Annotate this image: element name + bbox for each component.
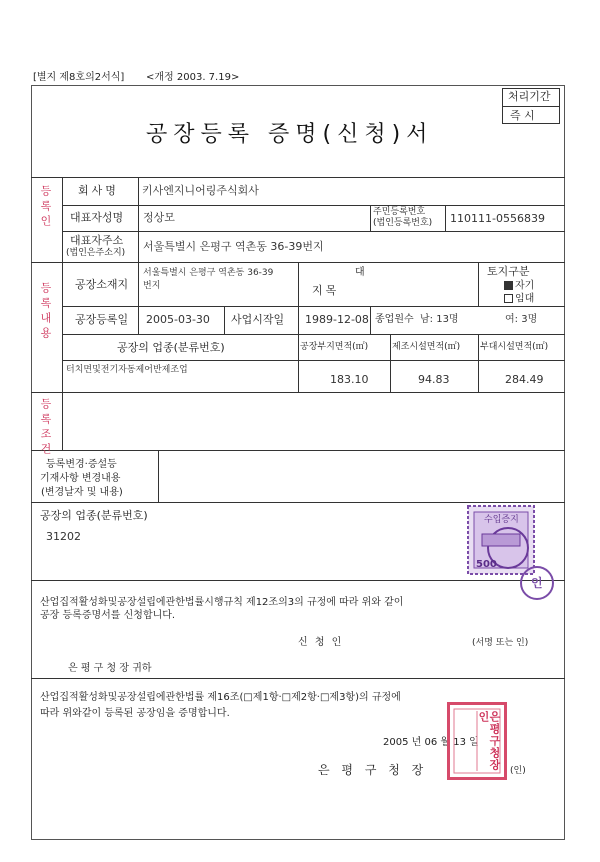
registration-date-label: 공장등록일: [75, 313, 129, 326]
registration-date-value: 2005-03-30: [146, 313, 210, 326]
revision-date: <개정 2003. 7.19>: [146, 72, 240, 83]
employees-label: 종업원수: [375, 314, 414, 325]
company-name-value: 키사엔지니어링주식회사: [142, 184, 259, 197]
site-area-header: 공장부지면적(㎡): [300, 342, 369, 352]
industry-code-label: 공장의 업종(분류번호): [40, 509, 148, 522]
section-registrant: 등록인: [39, 185, 52, 230]
issuer-seal-label: (인): [510, 766, 526, 776]
factory-location-line2: 번지: [143, 281, 161, 291]
representative-address-value: 서울특별시 은평구 역촌동 36-39번지: [143, 240, 324, 253]
industry-value: 터치면및전기자동제어반제조업: [66, 365, 188, 375]
land-category-value: 대: [355, 267, 365, 278]
form-code: [별지 제8호의2서식]: [33, 72, 125, 83]
business-start-label: 사업시작일: [231, 313, 285, 326]
ownership-owned[interactable]: 자기: [504, 281, 534, 292]
ownership-leased[interactable]: 임대: [504, 294, 534, 305]
employees-male: 남: 13명: [420, 314, 459, 325]
applicant-label: 신 청 인: [298, 637, 344, 648]
change-note-line2: 기재사항 변경내용: [40, 473, 121, 484]
revenue-stamp: [466, 504, 536, 576]
section-registration-details: 등록내용: [39, 282, 52, 342]
stamp-seal: [520, 566, 554, 600]
issuer-name: 은 평 구 청 장: [318, 763, 428, 777]
section-registration-conditions: 등록조건: [39, 398, 52, 458]
corp-address-label: (법인은주소지): [66, 248, 126, 258]
ownership-label: 토지구분: [487, 265, 530, 278]
official-seal: [447, 702, 507, 780]
declaration-line2: 공장 등록증명서를 신청합니다.: [40, 610, 176, 621]
processing-period-label: 처리기간: [508, 90, 551, 103]
factory-location-label: 공장소재지: [75, 278, 129, 291]
manufacturing-area-value: 94.83: [418, 373, 450, 386]
stamp-seal-text: 인: [531, 576, 543, 590]
employees-female: 여: 3명: [505, 314, 538, 325]
corp-number-label: (법인등록번호): [373, 218, 433, 228]
stamp-text: 수입증지: [484, 515, 519, 525]
declaration-line1: 산업집적활성화및공장설립에관한법률시행규칙 제12조의3의 규정에 따라 위와 같이: [40, 597, 404, 608]
business-start-value: 1989-12-08: [305, 313, 369, 326]
industry-header: 공장의 업종(분류번호): [117, 341, 225, 354]
factory-location-line1: 서울특별시 은평구 역촌동 36-39: [143, 268, 274, 278]
page-title: 공장등록 증명(신청)서: [146, 122, 434, 147]
representative-label: 대표자성명: [70, 211, 124, 224]
resident-number-label: 주민등록번호: [373, 207, 426, 217]
land-use-label: 지목: [312, 284, 340, 297]
certification-date: 2005 년 06 월 13 일: [383, 737, 479, 748]
auxiliary-area-header: 부대시설면적(㎡): [480, 342, 549, 352]
leased-checkbox[interactable]: [504, 294, 513, 303]
addressee: 은 평 구 청 장 귀하: [68, 663, 152, 674]
company-name-label: 회사명: [78, 184, 119, 197]
certification-line1: 산업집적활성화및공장설립에관한법률 제16조(□제1항·□제2항·□제3항)의 규정에: [40, 692, 401, 703]
change-note-line3: (변경날자 및 내용): [41, 487, 123, 498]
stamp-amount: 500: [476, 559, 497, 570]
industry-code-value: 31202: [46, 530, 81, 543]
official-seal-text: 은평구청장인: [477, 711, 501, 771]
auxiliary-area-value: 284.49: [505, 373, 544, 386]
owned-checkbox[interactable]: [504, 281, 513, 290]
representative-value: 정상모: [143, 211, 175, 224]
signature-label: (서명 또는 인): [472, 638, 529, 648]
change-note-line1: 등록변경·증설등: [46, 459, 117, 470]
representative-address-label: 대표자주소: [70, 234, 124, 247]
processing-period-value: 즉 시: [510, 109, 535, 122]
site-area-value: 183.10: [330, 373, 369, 386]
certification-line2: 따라 위와같이 등록된 공장임을 증명합니다.: [40, 708, 230, 719]
manufacturing-area-header: 제조시설면적(㎡): [392, 342, 461, 352]
resident-number-value: 110111-0556839: [450, 212, 545, 225]
